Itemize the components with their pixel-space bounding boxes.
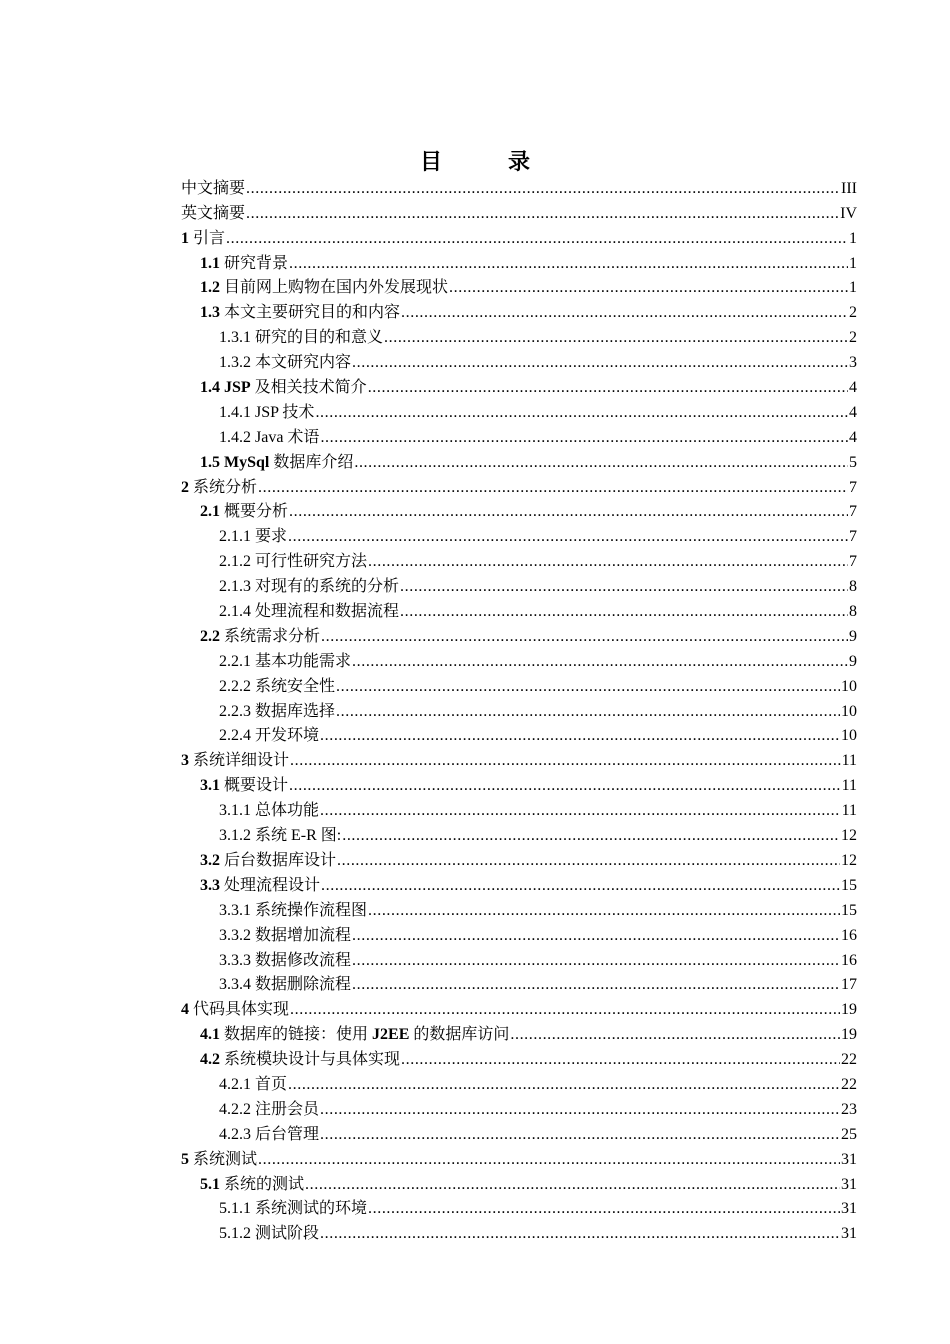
toc-entry-number: 2.2.1: [219, 652, 251, 670]
toc-entry-title: 研究背景: [224, 254, 289, 272]
toc-entry-number: 3.1.1: [219, 802, 251, 820]
toc-entry-page-number: 9: [849, 652, 857, 670]
toc-entry[interactable]: [181, 1194, 857, 1219]
toc-entry-number: 4.1: [200, 1026, 220, 1044]
toc-entry-page-number: 2: [849, 329, 857, 347]
toc-entry-page-number: IV: [840, 204, 857, 222]
toc-entry-page-number: 12: [841, 851, 857, 869]
dot-leader: [290, 1000, 840, 1019]
dot-leader: [290, 751, 841, 770]
toc-entry[interactable]: [181, 223, 857, 248]
dot-leader: [400, 602, 848, 621]
toc-entry[interactable]: [181, 521, 857, 546]
toc-entry-page-number: 5: [849, 453, 857, 471]
toc-entry[interactable]: [181, 546, 857, 571]
toc-entry[interactable]: [181, 845, 857, 870]
toc-entry-page-number: 3: [849, 354, 857, 372]
dot-leader: [342, 826, 840, 845]
toc-entry-title: 基本功能需求: [255, 652, 352, 670]
toc-entry-title: 本文研究内容: [255, 354, 352, 372]
toc-title: 目 录: [419, 150, 552, 175]
toc-entry-title: 注册会员: [255, 1100, 320, 1118]
toc-entry-number: 1.2: [200, 279, 220, 297]
toc-entry-page-number: 16: [841, 926, 857, 944]
toc-entry[interactable]: [181, 173, 857, 198]
toc-entry-page-number: 1: [849, 279, 857, 297]
toc-entry-title: 首页: [255, 1075, 288, 1093]
toc-entry-number: 3.3.1: [219, 901, 251, 919]
toc-entry-number: 2: [181, 478, 189, 496]
dot-leader: [321, 876, 840, 895]
toc-entry-number: 3.2: [200, 851, 220, 869]
dot-leader: [336, 677, 840, 696]
toc-entry-number: 5.1.1: [219, 1200, 251, 1218]
dot-leader: [289, 254, 848, 273]
toc-entry-number: 1.3.1: [219, 329, 251, 347]
toc-entry[interactable]: [181, 994, 857, 1019]
toc-entry[interactable]: [181, 795, 857, 820]
dot-leader: [320, 726, 840, 745]
toc-entry[interactable]: [181, 696, 857, 721]
toc-entry-page-number: 15: [841, 901, 857, 919]
dot-leader: [337, 851, 840, 870]
toc-entry-title: 英文摘要: [181, 204, 246, 222]
toc-entry-title: 概要分析: [224, 503, 289, 521]
toc-entry-title: 系统 E-R 图:: [255, 827, 342, 845]
toc-entry-number: 3.3: [200, 876, 220, 894]
toc-entry[interactable]: [181, 1218, 857, 1243]
dot-leader: [246, 179, 840, 198]
toc-entry[interactable]: [181, 1094, 857, 1119]
dot-leader: [401, 303, 848, 322]
toc-entry-title: 代码具体实现: [193, 1001, 290, 1019]
toc-entry-page-number: 8: [849, 578, 857, 596]
toc-entry-page-number: 19: [841, 1001, 857, 1019]
toc-entry-number: 1: [181, 229, 189, 247]
toc-entry-number: 3: [181, 752, 189, 770]
toc-entry-title: 系统模块设计与具体实现: [224, 1051, 401, 1069]
toc-entry-page-number: 4: [849, 379, 857, 397]
dot-leader: [315, 403, 848, 422]
dot-leader: [352, 951, 840, 970]
toc-entry[interactable]: [181, 397, 857, 422]
toc-entry-page-number: 2: [849, 304, 857, 322]
toc-entry-page-number: 4: [849, 428, 857, 446]
toc-entry[interactable]: [181, 1069, 857, 1094]
toc-entry[interactable]: [181, 198, 857, 223]
dot-leader: [305, 1175, 840, 1194]
toc-entry-number: 3.3.2: [219, 926, 251, 944]
toc-entry-page-number: 11: [841, 752, 857, 770]
toc-entry[interactable]: [181, 472, 857, 497]
toc-entry-page-number: 7: [849, 553, 857, 571]
toc-entry-page-number: 1: [849, 229, 857, 247]
toc-entry-page-number: 31: [841, 1175, 857, 1193]
toc-entry[interactable]: [181, 1019, 857, 1044]
dot-leader: [288, 527, 848, 546]
toc-entry-title: 研究的目的和意义: [255, 329, 384, 347]
toc-entry-title: JSP 技术: [255, 403, 315, 421]
toc-entry-page-number: 31: [841, 1225, 857, 1243]
toc-entry[interactable]: [181, 347, 857, 372]
dot-leader: [352, 975, 840, 994]
toc-entry-number: 4.2.1: [219, 1075, 251, 1093]
toc-entry[interactable]: [181, 671, 857, 696]
toc-entry-number: 1.4: [200, 379, 220, 397]
toc-entry-number: 2.1.2: [219, 553, 251, 571]
toc-entry[interactable]: [181, 770, 857, 795]
toc-entry-page-number: 7: [849, 478, 857, 496]
toc-entry-title: 系统的测试: [224, 1175, 305, 1193]
toc-entry-title: 系统分析: [193, 478, 258, 496]
toc-entry-number: 1.3.2: [219, 354, 251, 372]
toc-entry[interactable]: [181, 1169, 857, 1194]
toc-entry[interactable]: [181, 945, 857, 970]
toc-entry-page-number: 10: [841, 677, 857, 695]
dot-leader: [258, 1150, 840, 1169]
toc-entry-page-number: 12: [841, 827, 857, 845]
dot-leader: [336, 702, 840, 721]
toc-entry-title: 系统需求分析: [224, 627, 321, 645]
dot-leader: [368, 901, 840, 920]
toc-entry-title: 系统测试的环境: [255, 1200, 368, 1218]
toc-entry-title: 测试阶段: [255, 1225, 320, 1243]
toc-entry-page-number: 11: [841, 777, 857, 795]
toc-entry[interactable]: [181, 745, 857, 770]
toc-entry-number: 5.1.2: [219, 1225, 251, 1243]
toc-entry-number: 1.4.2: [219, 428, 251, 446]
toc-entry[interactable]: [181, 1044, 857, 1069]
toc-entry-title: 要求: [255, 528, 288, 546]
dot-leader: [289, 502, 848, 521]
toc-entry-page-number: 31: [841, 1200, 857, 1218]
toc-entry-number: 2.1.3: [219, 578, 251, 596]
toc-entry[interactable]: [181, 322, 857, 347]
toc-entry[interactable]: [181, 646, 857, 671]
toc-entry[interactable]: [181, 273, 857, 298]
toc-entry-number: 2.1.1: [219, 528, 251, 546]
toc-entry-page-number: 11: [841, 802, 857, 820]
dot-leader: [384, 328, 848, 347]
toc-entry-number: 4.2: [200, 1051, 220, 1069]
toc-entry-title: 中文摘要: [181, 179, 246, 197]
toc-entry[interactable]: [181, 820, 857, 845]
dot-leader: [320, 1224, 840, 1243]
toc-entry-title: 系统安全性: [255, 677, 336, 695]
toc-entry-title: 数据增加流程: [255, 926, 352, 944]
dot-leader: [289, 776, 841, 795]
toc-entry-title: 数据修改流程: [255, 951, 352, 969]
toc-entry[interactable]: [181, 895, 857, 920]
toc-entry[interactable]: [181, 422, 857, 447]
toc-entry-page-number: 4: [849, 403, 857, 421]
toc-entry-number: 1.4.1: [219, 403, 251, 421]
dot-leader: [258, 478, 848, 497]
toc-entry-page-number: 9: [849, 627, 857, 645]
toc-entry-page-number: 7: [849, 528, 857, 546]
dot-leader: [352, 926, 840, 945]
dot-leader: [368, 552, 848, 571]
dot-leader: [321, 627, 848, 646]
dot-leader: [510, 1025, 840, 1044]
toc-entry[interactable]: [181, 970, 857, 995]
toc-entry-title: 目前网上购物在国内外发展现状: [224, 279, 449, 297]
toc-entry-number: 2.1: [200, 503, 220, 521]
toc-entry-title: 数据删除流程: [255, 976, 352, 994]
toc-entry-page-number: 8: [849, 603, 857, 621]
toc-entry[interactable]: [181, 297, 857, 322]
toc-entry-title: 后台管理: [255, 1125, 320, 1143]
toc-entry-title: 系统详细设计: [193, 752, 290, 770]
toc-entry-title: JSP 及相关技术简介: [224, 379, 367, 397]
dot-leader: [320, 1100, 840, 1119]
toc-entry[interactable]: [181, 447, 857, 472]
toc-entry[interactable]: [181, 596, 857, 621]
toc-entry-number: 3.3.3: [219, 951, 251, 969]
toc-entry-title: 本文主要研究目的和内容: [224, 304, 401, 322]
toc-entry[interactable]: [181, 497, 857, 522]
toc-entry-number: 4.2.2: [219, 1100, 251, 1118]
toc-entry-title: 系统操作流程图: [255, 901, 368, 919]
toc-entry-title: MySql 数据库介绍: [224, 453, 354, 471]
toc-entry-page-number: 16: [841, 951, 857, 969]
toc-entry-page-number: 1: [849, 254, 857, 272]
toc-entry-number: 5: [181, 1150, 189, 1168]
toc-entry-title: 对现有的系统的分析: [255, 578, 400, 596]
toc-entry-number: 2.2.4: [219, 727, 251, 745]
dot-leader: [246, 204, 839, 223]
toc-entry[interactable]: [181, 920, 857, 945]
toc-entry-number: 2.2.3: [219, 702, 251, 720]
toc-entry[interactable]: [181, 870, 857, 895]
toc-entry-number: 2.2: [200, 627, 220, 645]
toc-entry-page-number: 23: [841, 1100, 857, 1118]
dot-leader: [320, 428, 848, 447]
toc-entry-page-number: III: [841, 179, 857, 197]
toc-entry-title: 开发环境: [255, 727, 320, 745]
toc-entry[interactable]: [181, 721, 857, 746]
toc-entry-number: 2.1.4: [219, 603, 251, 621]
toc-entry-title: 数据库的链接：使用 J2EE 的数据库访问: [224, 1026, 510, 1044]
toc-entry-number: 4.2.3: [219, 1125, 251, 1143]
toc-entry-page-number: 22: [841, 1051, 857, 1069]
dot-leader: [288, 1075, 840, 1094]
toc-entry-title: Java 术语: [255, 428, 320, 446]
dot-leader: [400, 577, 848, 596]
dot-leader: [449, 278, 848, 297]
toc-entry-title: 后台数据库设计: [224, 851, 337, 869]
toc-entry-title: 处理流程和数据流程: [255, 603, 400, 621]
toc-entry-number: 3.3.4: [219, 976, 251, 994]
toc-entry-title: 可行性研究方法: [255, 553, 368, 571]
toc-entry-number: 5.1: [200, 1175, 220, 1193]
dot-leader: [368, 378, 848, 397]
toc-entry-page-number: 22: [841, 1075, 857, 1093]
toc-entry-page-number: 15: [841, 876, 857, 894]
toc-entry-title: 系统测试: [193, 1150, 258, 1168]
dot-leader: [320, 1125, 840, 1144]
dot-leader: [320, 801, 841, 820]
toc-entry-page-number: 31: [841, 1150, 857, 1168]
toc-entry[interactable]: [181, 248, 857, 273]
toc-entry[interactable]: [181, 571, 857, 596]
dot-leader: [226, 229, 848, 248]
toc-entry-page-number: 19: [841, 1026, 857, 1044]
dot-leader: [368, 1199, 840, 1218]
toc-entry-title: 总体功能: [255, 802, 320, 820]
table-of-contents: [181, 173, 857, 1243]
dot-leader: [401, 1050, 840, 1069]
toc-entry-number: 1.1: [200, 254, 220, 272]
toc-entry-title: 数据库选择: [255, 702, 336, 720]
toc-entry-page-number: 7: [849, 503, 857, 521]
toc-entry-page-number: 17: [841, 976, 857, 994]
toc-entry-page-number: 10: [841, 727, 857, 745]
dot-leader: [352, 652, 848, 671]
dot-leader: [352, 353, 848, 372]
toc-entry[interactable]: [181, 1144, 857, 1169]
toc-entry[interactable]: [181, 372, 857, 397]
toc-entry[interactable]: [181, 621, 857, 646]
dot-leader: [354, 453, 848, 472]
toc-entry-page-number: 10: [841, 702, 857, 720]
toc-entry[interactable]: [181, 1119, 857, 1144]
toc-entry-number: 2.2.2: [219, 677, 251, 695]
toc-entry-number: 1.3: [200, 304, 220, 322]
toc-entry-number: 3.1.2: [219, 827, 251, 845]
toc-entry-number: 1.5: [200, 453, 220, 471]
toc-entry-title: 概要设计: [224, 777, 289, 795]
toc-entry-number: 3.1: [200, 777, 220, 795]
toc-entry-page-number: 25: [841, 1125, 857, 1143]
toc-entry-title: 引言: [193, 229, 226, 247]
toc-entry-number: 4: [181, 1001, 189, 1019]
toc-entry-title: 处理流程设计: [224, 876, 321, 894]
